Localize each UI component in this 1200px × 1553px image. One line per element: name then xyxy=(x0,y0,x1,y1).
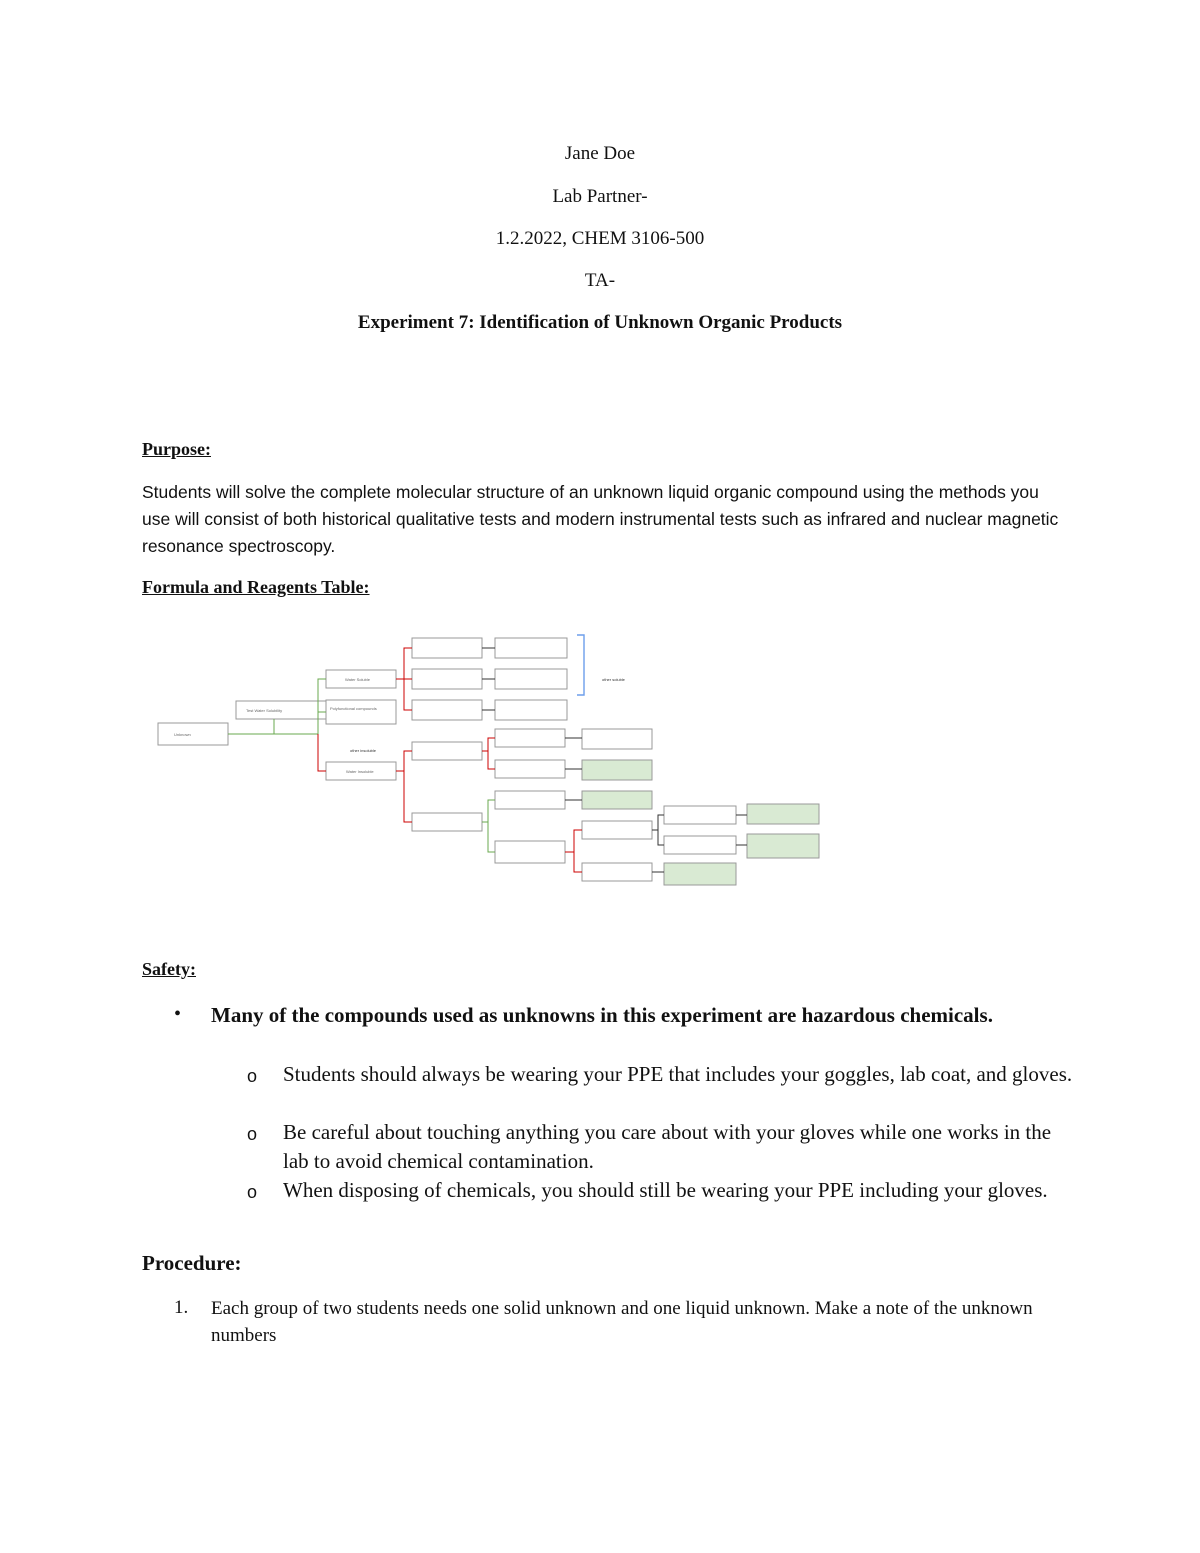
flowchart-box xyxy=(582,863,652,881)
flowchart-box xyxy=(664,806,736,824)
flowchart-box xyxy=(495,760,565,778)
flowchart-box xyxy=(747,834,819,858)
safety-heading: Safety: xyxy=(142,959,196,979)
flowchart-box xyxy=(582,729,652,749)
flowchart-box xyxy=(158,723,228,745)
safety-main-point: Many of the compounds used as unknowns in this experiment are hazardous chemicals. xyxy=(211,1003,993,1027)
sub-bullet-icon: o xyxy=(247,1066,258,1086)
svg-text:Polyfunctional compounds: Polyfunctional compounds xyxy=(330,706,377,711)
svg-text:Water Soluble: Water Soluble xyxy=(345,677,370,682)
flowchart-box xyxy=(664,836,736,854)
flowchart-box xyxy=(326,700,396,724)
document-title: Experiment 7: Identification of Unknown Organic Products xyxy=(357,312,843,333)
flowchart-box xyxy=(495,791,565,809)
svg-text:other insoluble: other insoluble xyxy=(350,748,377,753)
svg-text:Unknown: Unknown xyxy=(174,732,191,737)
date-course: 1.2.2022, CHEM 3106-500 xyxy=(495,228,705,249)
purpose-text: Students will solve the complete molecular structure of an unknown liquid organic compound using the methods you use will consist of both historical qualitative tests and modern instrumental tests such as infrared and nuclear magnetic resonance spectroscopy. xyxy=(142,482,1059,556)
flowchart-box xyxy=(412,638,482,658)
solubility-flowchart-figure xyxy=(150,625,830,895)
svg-text:Water Insoluble: Water Insoluble xyxy=(346,769,374,774)
formula-heading: Formula and Reagents Table: xyxy=(142,577,370,597)
safety-item: Students should always be wearing your PPE that includes your goggles, lab coat, and gloves. xyxy=(283,1062,1073,1086)
flowchart-box xyxy=(582,821,652,839)
safety-item: When disposing of chemicals, you should still be wearing your PPE including your gloves. xyxy=(283,1178,1048,1202)
author-name: Jane Doe xyxy=(564,143,636,164)
step-number: 1. xyxy=(174,1297,189,1318)
sub-bullet-icon: o xyxy=(247,1182,258,1202)
procedure-heading: Procedure: xyxy=(142,1251,242,1275)
flowchart-box xyxy=(412,813,482,831)
flowchart-box xyxy=(747,804,819,824)
purpose-heading: Purpose: xyxy=(142,439,211,459)
safety-item: Be careful about touching anything you care about with your gloves while one works in the lab to avoid chemical contamination. xyxy=(283,1120,1052,1173)
flowchart-box xyxy=(664,863,736,885)
flowchart-box xyxy=(412,700,482,720)
flowchart-box xyxy=(495,700,567,720)
flowchart-box xyxy=(412,669,482,689)
flowchart-box xyxy=(495,729,565,747)
svg-text:Test Water Solubility: Test Water Solubility xyxy=(246,708,283,713)
flowchart-box xyxy=(495,669,567,689)
bullet-icon: • xyxy=(174,1003,182,1025)
flowchart-box xyxy=(495,841,565,863)
teaching-assistant: TA- xyxy=(584,270,616,291)
procedure-step: Each group of two students needs one solid unknown and one liquid unknown. Make a note of the unknown numbers xyxy=(211,1298,1033,1346)
flowchart-box xyxy=(495,638,567,658)
sub-bullet-icon: o xyxy=(247,1124,258,1144)
flowchart-box xyxy=(582,791,652,809)
flowchart-box xyxy=(582,760,652,780)
flowchart-box xyxy=(412,742,482,760)
lab-partner: Lab Partner- xyxy=(552,186,648,207)
svg-text:other soluble: other soluble xyxy=(602,677,625,682)
